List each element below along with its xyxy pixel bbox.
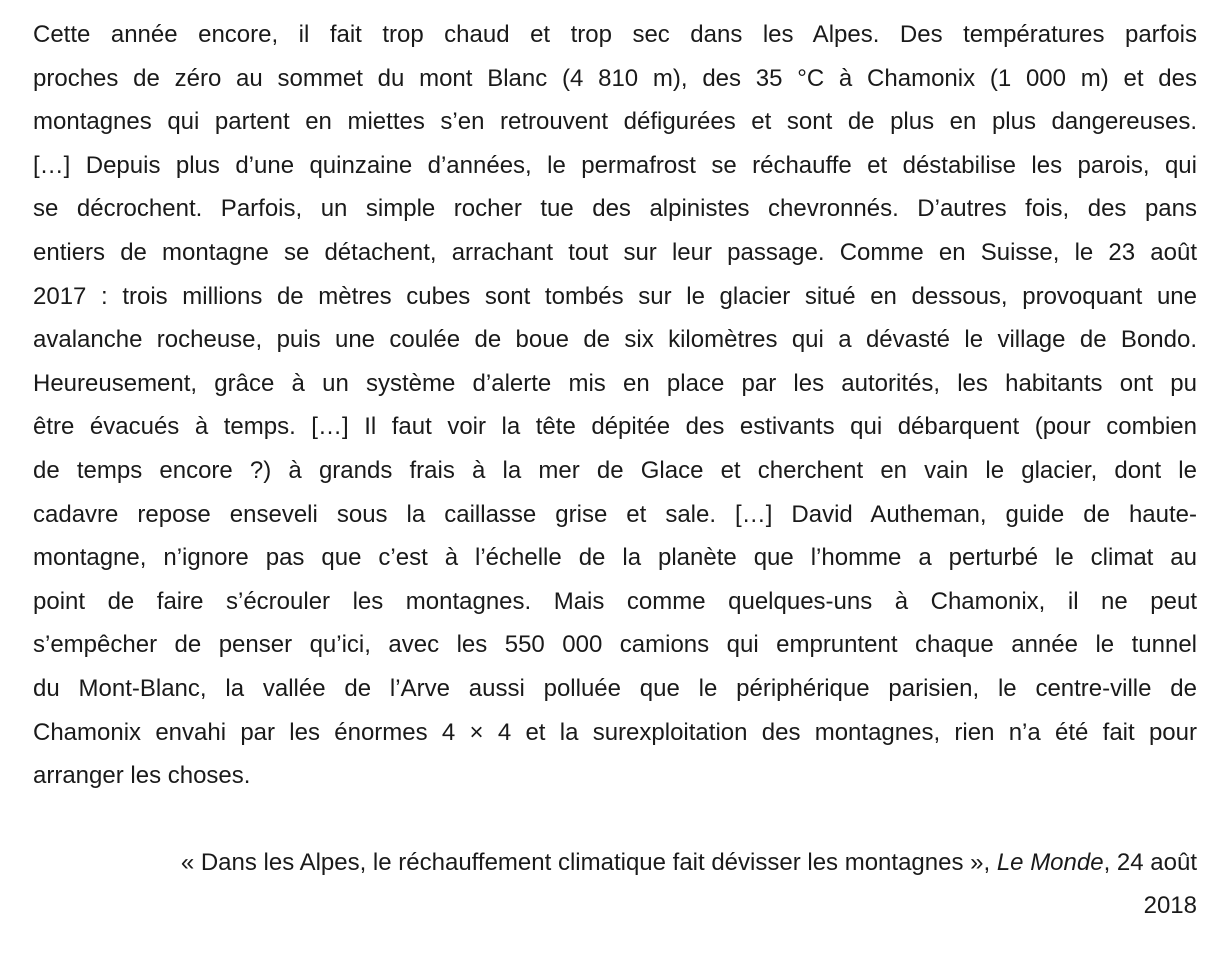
citation-source: Le Monde (996, 848, 1104, 876)
article-excerpt (33, 13, 1197, 798)
text-line: Cette année encore, il fait trop chaud et trop sec dans les Alpes. Des températures parfois (33, 21, 1197, 48)
text-line: du Mont-Blanc, la vallée de l’Arve aussi polluée que le périphérique parisien, le centre-ville de (33, 674, 1197, 702)
text-line: point de faire s’écrouler les montagnes. Mais comme quelques-uns à Chamonix, il ne peut (33, 587, 1197, 615)
text-line: proches de zéro au sommet du mont Blanc (4 810 m), des 35 °C à Chamonix (1 000 m) et des (33, 64, 1197, 92)
text-line: entiers de montagne se détachent, arrachant tout sur leur passage. Comme en Suisse, le 23 août (33, 238, 1197, 266)
text-line: avalanche rocheuse, puis une coulée de boue de six kilomètres qui a dévasté le village de Bondo. (33, 326, 1197, 354)
text-line: montagnes qui partent en miettes s’en retrouvent défigurées et sont de plus en plus dangereuses. (33, 108, 1197, 136)
text-line: être évacués à temps. […] Il faut voir la tête dépitée des estivants qui débarquent (pour combien (33, 413, 1197, 441)
citation-title: « Dans les Alpes, le réchauffement climatique fait dévisser les montagnes », (180, 848, 997, 876)
text-line: arranger les choses. (33, 762, 251, 790)
text-line: 2017 : trois millions de mètres cubes sont tombés sur le glacier situé en dessous, provoquant une (33, 282, 1197, 310)
text-line: […] Depuis plus d’une quinzaine d’années, le permafrost se réchauffe et déstabilise les parois, qui (33, 151, 1197, 179)
text-line: cadavre repose enseveli sous la caillasse grise et sale. […] David Autheman, guide de haute- (33, 500, 1197, 528)
text-line: de temps encore ?) à grands frais à la mer de Glace et cherchent en vain le glacier, dont le (33, 456, 1197, 484)
text-line: s’empêcher de penser qu’ici, avec les 550 000 camions qui empruntent chaque année le tunnel (33, 631, 1197, 659)
citation-date: , 24 août (1103, 848, 1197, 876)
text-line: Chamonix envahi par les énormes 4 × 4 et la surexploitation des montagnes, rien n’a été fait pour (33, 718, 1197, 746)
text-line: se décrochent. Parfois, un simple rocher tue des alpinistes chevronnés. D’autres fois, des pans (33, 195, 1197, 223)
citation-year: 2018 (1143, 892, 1197, 920)
citation (33, 841, 1197, 928)
text-line: montagne, n’ignore pas que c’est à l’échelle de la planète que l’homme a perturbé le climat au (33, 544, 1197, 572)
text-line: Heureusement, grâce à un système d’alerte mis en place par les autorités, les habitants ont pu (33, 369, 1197, 397)
